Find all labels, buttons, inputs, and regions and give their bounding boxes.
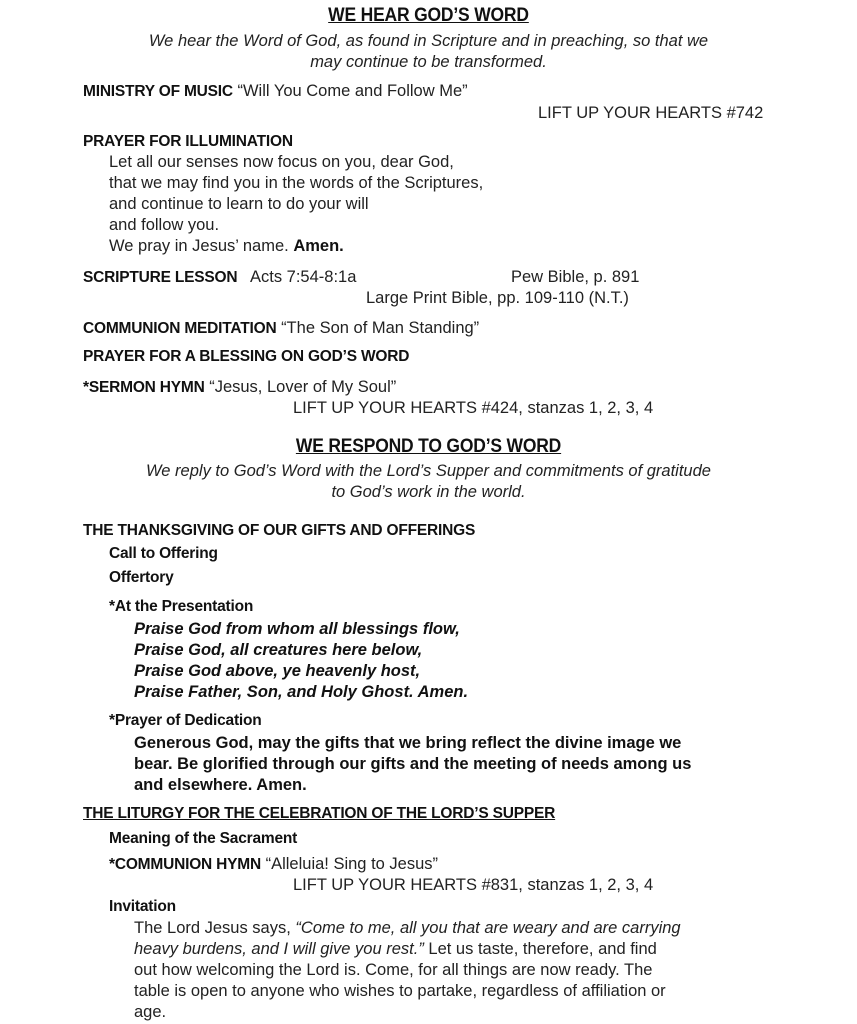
item-label: SCRIPTURE LESSON bbox=[83, 269, 238, 286]
communion-hymn bbox=[109, 854, 438, 875]
prayer-illumination-label: PRAYER FOR ILLUMINATION bbox=[83, 133, 293, 150]
item-label: MINISTRY OF MUSIC bbox=[83, 83, 233, 100]
hymnal-reference: LIFT UP YOUR HEARTS #424, stanzas 1, 2, 3, 4 bbox=[293, 399, 654, 417]
dedication-line: bear. Be glorified through our gifts and the meeting of needs among us bbox=[134, 755, 692, 773]
call-to-offering: Call to Offering bbox=[109, 545, 218, 562]
section-title-we-respond: WE RESPOND TO GOD’S WORD bbox=[295, 436, 562, 457]
scripture-lesson bbox=[83, 267, 356, 288]
scripture-reference: Acts 7:54-8:1a bbox=[250, 268, 357, 286]
meditation-title: “The Son of Man Standing” bbox=[281, 319, 480, 337]
invitation-text: The Lord Jesus says, bbox=[134, 919, 296, 937]
ministry-of-music bbox=[83, 81, 468, 102]
invitation-line: age. bbox=[134, 1003, 167, 1021]
invitation-line: out how welcoming the Lord is. Come, for all things are now ready. The bbox=[134, 961, 653, 979]
section-intro-line: We hear the Word of God, as found in Scripture and in preaching, so that we bbox=[148, 32, 709, 50]
section-intro-line: We reply to God’s Word with the Lord’s Supper and commitments of gratitude bbox=[146, 462, 711, 480]
communion-meditation bbox=[83, 318, 479, 339]
prayer-line: Let all our senses now focus on you, dear God, bbox=[109, 153, 454, 171]
presentation-label: *At the Presentation bbox=[109, 598, 254, 615]
doxology-line: Praise Father, Son, and Holy Ghost. Amen. bbox=[134, 683, 469, 701]
invitation-text: Let us taste, therefore, and find bbox=[423, 940, 657, 958]
meaning-of-sacrament: Meaning of the Sacrament bbox=[109, 830, 298, 847]
pew-bible-page: Pew Bible, p. 891 bbox=[511, 268, 640, 286]
section-title-we-hear: WE HEAR GOD’S WORD bbox=[328, 5, 529, 26]
doxology-line: Praise God, all creatures here below, bbox=[134, 641, 423, 659]
prayer-closing-text: We pray in Jesus’ name. bbox=[109, 237, 289, 255]
item-label: COMMUNION MEDITATION bbox=[83, 320, 277, 337]
dedication-line: and elsewhere. Amen. bbox=[134, 776, 307, 794]
invitation-line: table is open to anyone who wishes to partake, regardless of affiliation or bbox=[134, 982, 666, 1000]
doxology-line: Praise God above, ye heavenly host, bbox=[134, 662, 421, 680]
prayer-closing bbox=[109, 236, 344, 256]
sermon-hymn bbox=[83, 377, 396, 398]
thanksgiving-label: THE THANKSGIVING OF OUR GIFTS AND OFFERINGS bbox=[83, 522, 476, 539]
liturgy-label: THE LITURGY FOR THE CELEBRATION OF THE LORD’S SUPPER bbox=[83, 805, 556, 822]
hymn-title: “Jesus, Lover of My Soul” bbox=[209, 378, 397, 396]
hymn-title: “Alleluia! Sing to Jesus” bbox=[265, 855, 439, 873]
invitation-line bbox=[134, 939, 657, 959]
hymnal-reference: LIFT UP YOUR HEARTS #831, stanzas 1, 2, 3, 4 bbox=[293, 876, 654, 894]
hymnal-reference: LIFT UP YOUR HEARTS #742 bbox=[538, 104, 764, 122]
doxology-line: Praise God from whom all blessings flow, bbox=[134, 620, 460, 638]
section-intro-line: to God’s work in the world. bbox=[331, 483, 526, 501]
invitation-line bbox=[134, 918, 681, 938]
large-print-bible-page: Large Print Bible, pp. 109-110 (N.T.) bbox=[366, 289, 629, 307]
offertory: Offertory bbox=[109, 569, 174, 586]
scripture-quote: “Come to me, all you that are weary and are carrying bbox=[295, 919, 681, 937]
invitation-label: Invitation bbox=[109, 898, 176, 915]
section-intro-line: may continue to be transformed. bbox=[310, 53, 547, 71]
item-label: *COMMUNION HYMN bbox=[109, 856, 261, 873]
music-title: “Will You Come and Follow Me” bbox=[237, 82, 468, 100]
dedication-line: Generous God, may the gifts that we bring reflect the divine image we bbox=[134, 734, 682, 752]
prayer-line: that we may find you in the words of the Scriptures, bbox=[109, 174, 484, 192]
scripture-quote: heavy burdens, and I will give you rest.” bbox=[134, 940, 424, 958]
prayer-line: and continue to learn to do your will bbox=[109, 195, 369, 213]
item-label: *SERMON HYMN bbox=[83, 379, 205, 396]
prayer-line: and follow you. bbox=[109, 216, 220, 234]
amen: Amen. bbox=[293, 237, 344, 255]
dedication-label: *Prayer of Dedication bbox=[109, 712, 262, 729]
prayer-blessing-label: PRAYER FOR A BLESSING ON GOD’S WORD bbox=[83, 348, 410, 365]
